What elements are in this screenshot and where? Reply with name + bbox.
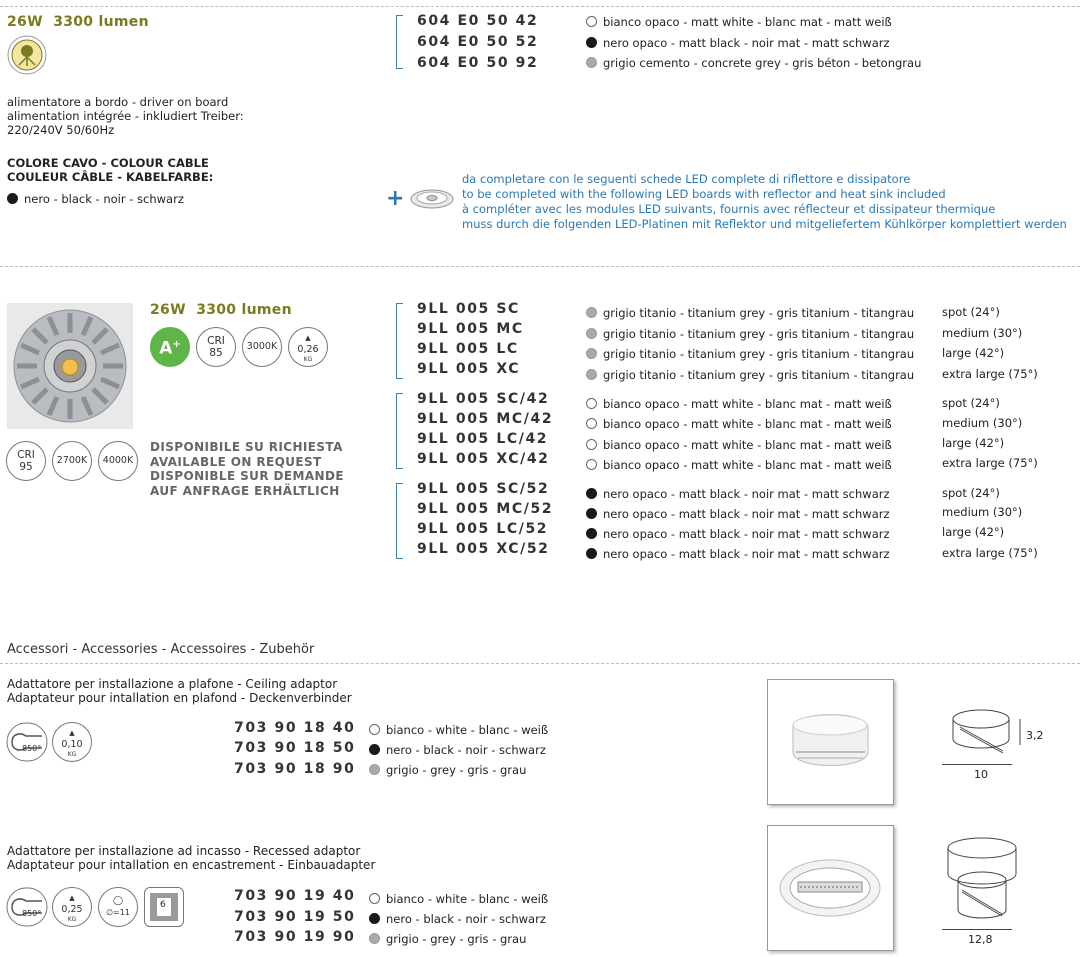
color-swatch-white: [586, 439, 597, 450]
color-swatch-grey: [369, 764, 380, 775]
plus-icon: +: [386, 186, 405, 211]
section-divider: [0, 663, 1080, 664]
driver-line: alimentation intégrée - inkludiert Treiber:: [7, 109, 244, 123]
finish-label: nero opaco - matt black - noir mat - matt schwarz: [603, 487, 890, 501]
ceiling-title-line: Adaptateur pour intallation en plafond - Deckenverbinder: [7, 691, 352, 705]
beam-angle: large (42°): [942, 436, 1005, 450]
dimension-height: 3,2: [1026, 729, 1044, 742]
code-bracket: [396, 15, 403, 69]
cable-title: [7, 156, 213, 184]
finish-row: [586, 56, 921, 70]
finish-row: [369, 743, 546, 757]
color-swatch-black: [586, 548, 597, 559]
finish-label: grigio - grey - gris - grau: [386, 932, 527, 946]
finish-row: [586, 487, 890, 501]
color-swatch-black: [586, 37, 597, 48]
weight-icon: ▲: [305, 333, 311, 342]
beam-angle: spot (24°): [942, 486, 1000, 500]
ceiling-adaptor-title: [7, 677, 352, 705]
hole-diameter-value: ∅=11: [106, 908, 130, 917]
beam-angle: large (42°): [942, 525, 1005, 539]
dimension-width: 12,8: [968, 933, 993, 946]
finish-label: grigio titanio - titanium grey - gris titanium - titangrau: [603, 306, 915, 320]
product-code: 9LL 005 LC/42: [417, 431, 549, 447]
product-code: 604 E0 50 42: [417, 13, 539, 29]
beam-angle: extra large (75°): [942, 456, 1038, 470]
color-swatch-grey: [586, 369, 597, 380]
color-swatch-black: [586, 528, 597, 539]
finish-row: [586, 36, 890, 50]
weight-unit: KG: [67, 915, 77, 923]
product-code: 9LL 005 SC/42: [417, 391, 550, 407]
weight-icon: ▲: [69, 893, 75, 902]
color-swatch-white: [586, 398, 597, 409]
recessed-title-line: Adattatore per installazione ad incasso - Recessed adaptor: [7, 844, 361, 858]
weight-badge: [288, 327, 328, 367]
cct-badge: [242, 327, 282, 367]
ceiling-adaptor-drawing: [948, 705, 1028, 765]
product-code: 9LL 005 XC/52: [417, 541, 550, 557]
weight-value: 0,10: [61, 738, 83, 750]
cct-value: 2700K: [56, 455, 88, 466]
code-bracket: [396, 483, 403, 559]
energy-class-plus: +: [172, 339, 181, 351]
energy-class-badge: [150, 327, 190, 367]
finish-label: grigio - grey - gris - grau: [386, 763, 527, 777]
finish-label: grigio titanio - titanium grey - gris titanium - titangrau: [603, 368, 915, 382]
finish-label: nero opaco - matt black - noir mat - matt schwarz: [603, 36, 890, 50]
beam-angle: spot (24°): [942, 305, 1000, 319]
finish-label: bianco opaco - matt white - blanc mat - matt weiß: [603, 397, 892, 411]
cct-value: 4000K: [102, 455, 134, 466]
finish-row: [369, 892, 548, 906]
cut-hole-icon: ◯: [112, 896, 124, 906]
recessed-adaptor-title: [7, 844, 375, 872]
finish-label: nero opaco - matt black - noir mat - matt schwarz: [603, 527, 890, 541]
product-code: 9LL 005 MC/42: [417, 411, 554, 427]
color-swatch-white: [586, 418, 597, 429]
color-swatch-black: [586, 508, 597, 519]
finish-label: bianco opaco - matt white - blanc mat - matt weiß: [603, 458, 892, 472]
code-bracket: [396, 303, 403, 379]
completion-line: à compléter avec les modules LED suivants, fournis avec réflecteur et dissipateur thermique: [462, 202, 996, 216]
finish-row: [586, 417, 892, 431]
optional-cct-badge: [98, 441, 138, 481]
p2-power: 26W: [150, 302, 186, 318]
depth-badge: [144, 887, 184, 927]
finish-row: [586, 327, 914, 341]
beam-angle: medium (30°): [942, 326, 1023, 340]
dimension-line: [942, 764, 1012, 765]
beam-angle: medium (30°): [942, 416, 1023, 430]
color-swatch-black: [369, 913, 380, 924]
product-code: 9LL 005 XC/42: [417, 451, 550, 467]
dimension-width: 10: [974, 768, 988, 781]
product-code: 9LL 005 SC: [417, 301, 520, 317]
product-code: 604 E0 50 92: [417, 55, 539, 71]
beam-angle: large (42°): [942, 346, 1005, 360]
cable-color-label: nero - black - noir - schwarz: [24, 192, 184, 206]
finish-row: [586, 458, 892, 472]
weight-badge: [52, 722, 92, 762]
temperature-value: 850°: [22, 909, 42, 918]
product-code: 703 90 18 90: [234, 761, 356, 777]
cri-badge: [196, 327, 236, 367]
optional-cri-badge: [6, 441, 46, 481]
finish-row: [586, 547, 890, 561]
cri-label: CRI: [207, 335, 225, 347]
color-swatch-white: [369, 893, 380, 904]
on-request-line: AUF ANFRAGE ERHÄLTLICH: [150, 483, 340, 498]
dimension-line: [942, 929, 1012, 930]
completion-line: da completare con le seguenti schede LED complete di riflettore e dissipatore: [462, 172, 911, 186]
product-code: 9LL 005 SC/52: [417, 481, 550, 497]
beam-angle: medium (30°): [942, 505, 1023, 519]
finish-label: bianco opaco - matt white - blanc mat - matt weiß: [603, 438, 892, 452]
ceiling-adaptor-photo: [767, 679, 894, 805]
temperature-value: 850°: [22, 744, 42, 753]
finish-label: bianco opaco - matt white - blanc mat - matt weiß: [603, 15, 892, 29]
cri-value: 85: [209, 347, 223, 359]
code-bracket: [396, 393, 403, 469]
finish-row: [586, 368, 914, 382]
top-divider: [0, 6, 1080, 7]
finish-label: grigio titanio - titanium grey - gris titanium - titangrau: [603, 327, 915, 341]
on-request-line: AVAILABLE ON REQUEST: [150, 454, 322, 469]
finish-label: nero opaco - matt black - noir mat - matt schwarz: [603, 547, 890, 561]
led-module-photo: [7, 303, 133, 429]
completion-line: to be completed with the following LED boards with reflector and heat sink included: [462, 187, 946, 201]
color-swatch-grey: [369, 933, 380, 944]
cable-title-line: COULEUR CÂBLE - KABELFARBE:: [7, 170, 214, 184]
color-swatch-white: [586, 16, 597, 27]
cable-title-line: COLORE CAVO - COLOUR CABLE: [7, 156, 209, 170]
cct-value: 3000K: [246, 341, 278, 352]
optional-cct-badge: [52, 441, 92, 481]
weight-icon: ▲: [69, 728, 75, 737]
weight-value: 0,26: [297, 343, 319, 355]
on-request-line: DISPONIBILE SU RICHIESTA: [150, 440, 343, 454]
section-divider: [0, 266, 1080, 267]
product-code: 9LL 005 XC: [417, 361, 521, 377]
finish-row: [369, 763, 526, 777]
p2-power-lumen: [150, 302, 292, 318]
weight-badge: [52, 887, 92, 927]
color-swatch-white: [586, 459, 597, 470]
on-request-line: DISPONIBLE SUR DEMANDE: [150, 469, 344, 483]
finish-row: [586, 438, 892, 452]
depth-value: 6: [160, 900, 166, 910]
color-swatch-grey: [586, 328, 597, 339]
color-swatch-grey: [586, 57, 597, 68]
recessed-title-line: Adaptateur pour intallation en encastrement - Einbauadapter: [7, 858, 376, 872]
color-swatch-white: [369, 724, 380, 735]
product-code: 604 E0 50 52: [417, 34, 539, 50]
product-code: 9LL 005 MC/52: [417, 501, 554, 517]
product-code: 9LL 005 LC/52: [417, 521, 549, 537]
energy-class: A: [159, 338, 173, 359]
product-code: 703 90 18 50: [234, 740, 356, 756]
p1-lumen: 3300 lumen: [53, 14, 149, 30]
color-swatch-black: [586, 488, 597, 499]
beam-angle: extra large (75°): [942, 367, 1038, 381]
product-code: 703 90 19 40: [234, 888, 356, 904]
p1-power: 26W: [7, 14, 43, 30]
cri-value: 95: [19, 461, 33, 473]
p1-power-lumen: [7, 14, 149, 30]
completion-line: muss durch die folgenden LED-Platinen mit Reflektor und mitgeliefertem Kühlkörper komplettiert werden: [462, 217, 1067, 231]
recessed-adaptor-photo: [767, 825, 894, 951]
finish-label: nero - black - noir - schwarz: [386, 912, 546, 926]
finish-row: [369, 932, 526, 946]
driver-line: 220/240V 50/60Hz: [7, 123, 115, 137]
finish-row: [586, 15, 892, 29]
product-code: 9LL 005 MC: [417, 321, 524, 337]
finish-row: [586, 397, 892, 411]
product-code: 703 90 18 40: [234, 720, 356, 736]
accessories-title: Accessori - Accessories - Accessoires - Zubehör: [7, 642, 315, 657]
cable-color: [7, 192, 184, 206]
color-swatch-black: [369, 744, 380, 755]
finish-label: grigio titanio - titanium grey - gris titanium - titangrau: [603, 347, 915, 361]
weight-unit: KG: [67, 750, 77, 758]
finish-row: [586, 347, 914, 361]
finish-label: nero - black - noir - schwarz: [386, 743, 546, 757]
finish-row: [586, 527, 890, 541]
color-swatch-black: [7, 193, 18, 204]
product-code: 9LL 005 LC: [417, 341, 519, 357]
color-swatch-grey: [586, 348, 597, 359]
completion-note: [462, 172, 1067, 232]
finish-label: grigio cemento - concrete grey - gris béton - betongrau: [603, 56, 922, 70]
temperature-icon: [6, 887, 48, 927]
driver-info: [7, 95, 244, 137]
weight-value: 0,25: [61, 903, 83, 915]
downlight-icon: [7, 35, 47, 75]
finish-label: bianco - white - blanc - weiß: [386, 892, 549, 906]
cri-label: CRI: [17, 449, 35, 461]
finish-label: bianco - white - blanc - weiß: [386, 723, 549, 737]
color-swatch-grey: [586, 307, 597, 318]
hole-diameter-badge: [98, 887, 138, 927]
finish-label: nero opaco - matt black - noir mat - matt schwarz: [603, 507, 890, 521]
temperature-icon: [6, 722, 48, 762]
recessed-adaptor-drawing: [944, 830, 1024, 930]
finish-label: bianco opaco - matt white - blanc mat - matt weiß: [603, 417, 892, 431]
ceiling-title-line: Adattatore per installazione a plafone - Ceiling adaptor: [7, 677, 338, 691]
beam-angle: extra large (75°): [942, 546, 1038, 560]
finish-row: [586, 507, 890, 521]
finish-row: [369, 723, 548, 737]
weight-unit: KG: [303, 355, 313, 363]
p2-lumen: 3300 lumen: [196, 302, 292, 318]
finish-row: [369, 912, 546, 926]
product-code: 703 90 19 50: [234, 909, 356, 925]
product-code: 703 90 19 90: [234, 929, 356, 945]
driver-line: alimentatore a bordo - driver on board: [7, 95, 229, 109]
led-board-icon: [410, 188, 454, 210]
beam-angle: spot (24°): [942, 396, 1000, 410]
on-request-note: [150, 440, 344, 498]
finish-row: [586, 306, 914, 320]
